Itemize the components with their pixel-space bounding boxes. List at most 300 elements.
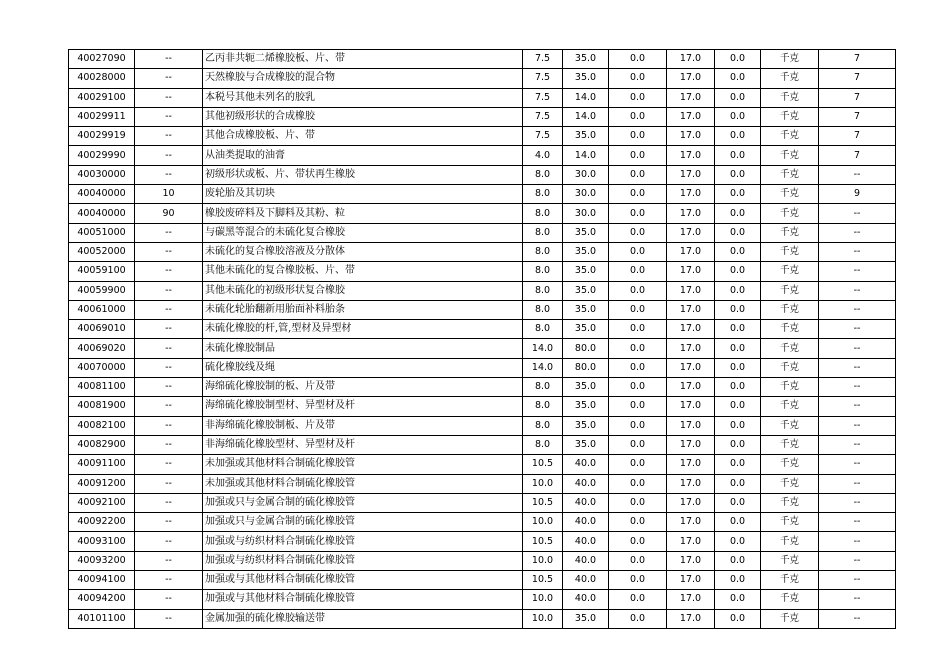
- description-cell: 海绵硫化橡胶制的板、片及带: [203, 378, 523, 397]
- unit-cell: 千克: [761, 513, 819, 532]
- description-cell: 未加强或其他材料合制硫化橡胶管: [203, 474, 523, 493]
- rate-1-cell: 10.0: [523, 474, 563, 493]
- hs-code-cell: 40094100: [69, 571, 135, 590]
- hs-code-cell: 40028000: [69, 69, 135, 88]
- hs-code-cell: 40059100: [69, 262, 135, 281]
- sub-code-cell: --: [135, 88, 203, 107]
- rate-2-cell: 40.0: [563, 532, 609, 551]
- rate-3-cell: 0.0: [609, 513, 667, 532]
- unit-cell: 千克: [761, 474, 819, 493]
- rate-4-cell: 0.0: [715, 50, 761, 69]
- unit-cell: 千克: [761, 416, 819, 435]
- vat-cell: 17.0: [667, 513, 715, 532]
- sub-code-cell: --: [135, 358, 203, 377]
- note-cell: --: [819, 551, 896, 570]
- sub-code-cell: --: [135, 165, 203, 184]
- sub-code-cell: --: [135, 397, 203, 416]
- vat-cell: 17.0: [667, 416, 715, 435]
- rate-2-cell: 40.0: [563, 493, 609, 512]
- description-cell: 海绵硫化橡胶制型材、异型材及杆: [203, 397, 523, 416]
- sub-code-cell: --: [135, 320, 203, 339]
- unit-cell: 千克: [761, 551, 819, 570]
- rate-4-cell: 0.0: [715, 378, 761, 397]
- note-cell: --: [819, 609, 896, 628]
- table-row: [69, 590, 896, 609]
- table-row: [69, 223, 896, 242]
- table-row: [69, 320, 896, 339]
- description-cell: 加强或与纺织材料合制硫化橡胶管: [203, 551, 523, 570]
- rate-1-cell: 8.0: [523, 320, 563, 339]
- rate-2-cell: 80.0: [563, 339, 609, 358]
- unit-cell: 千克: [761, 435, 819, 454]
- sub-code-cell: --: [135, 146, 203, 165]
- unit-cell: 千克: [761, 590, 819, 609]
- table-row: [69, 571, 896, 590]
- rate-2-cell: 35.0: [563, 69, 609, 88]
- vat-cell: 17.0: [667, 127, 715, 146]
- sub-code-cell: --: [135, 50, 203, 69]
- unit-cell: 千克: [761, 69, 819, 88]
- rate-4-cell: 0.0: [715, 320, 761, 339]
- rate-2-cell: 35.0: [563, 281, 609, 300]
- rate-4-cell: 0.0: [715, 165, 761, 184]
- sub-code-cell: --: [135, 551, 203, 570]
- rate-2-cell: 40.0: [563, 551, 609, 570]
- sub-code-cell: --: [135, 571, 203, 590]
- note-cell: --: [819, 165, 896, 184]
- rate-2-cell: 35.0: [563, 416, 609, 435]
- unit-cell: 千克: [761, 397, 819, 416]
- rate-1-cell: 10.0: [523, 590, 563, 609]
- description-cell: 从油类提取的油膏: [203, 146, 523, 165]
- sub-code-cell: --: [135, 127, 203, 146]
- vat-cell: 17.0: [667, 493, 715, 512]
- note-cell: --: [819, 571, 896, 590]
- rate-2-cell: 40.0: [563, 590, 609, 609]
- hs-code-cell: 40094200: [69, 590, 135, 609]
- hs-code-cell: 40059900: [69, 281, 135, 300]
- sub-code-cell: --: [135, 107, 203, 126]
- rate-4-cell: 0.0: [715, 262, 761, 281]
- vat-cell: 17.0: [667, 223, 715, 242]
- rate-2-cell: 30.0: [563, 165, 609, 184]
- rate-1-cell: 10.0: [523, 513, 563, 532]
- note-cell: --: [819, 455, 896, 474]
- vat-cell: 17.0: [667, 590, 715, 609]
- rate-4-cell: 0.0: [715, 300, 761, 319]
- table-row: [69, 88, 896, 107]
- vat-cell: 17.0: [667, 204, 715, 223]
- description-cell: 非海绵硫化橡胶型材、异型材及杆: [203, 435, 523, 454]
- unit-cell: 千克: [761, 378, 819, 397]
- sub-code-cell: --: [135, 223, 203, 242]
- description-cell: 与碳黑等混合的未硫化复合橡胶: [203, 223, 523, 242]
- description-cell: 其他初级形状的合成橡胶: [203, 107, 523, 126]
- hs-code-cell: 40029100: [69, 88, 135, 107]
- rate-4-cell: 0.0: [715, 493, 761, 512]
- rate-4-cell: 0.0: [715, 571, 761, 590]
- table-row: [69, 50, 896, 69]
- table-row: [69, 378, 896, 397]
- sub-code-cell: --: [135, 378, 203, 397]
- rate-3-cell: 0.0: [609, 590, 667, 609]
- rate-2-cell: 14.0: [563, 146, 609, 165]
- vat-cell: 17.0: [667, 339, 715, 358]
- table-row: [69, 204, 896, 223]
- table-row: [69, 146, 896, 165]
- vat-cell: 17.0: [667, 551, 715, 570]
- hs-code-cell: 40052000: [69, 242, 135, 261]
- table-row: [69, 551, 896, 570]
- sub-code-cell: --: [135, 474, 203, 493]
- note-cell: --: [819, 435, 896, 454]
- rate-3-cell: 0.0: [609, 435, 667, 454]
- tariff-table-body: [69, 50, 896, 629]
- description-cell: 其他未硫化的初级形状复合橡胶: [203, 281, 523, 300]
- description-cell: 本税号其他未列名的胶乳: [203, 88, 523, 107]
- unit-cell: 千克: [761, 185, 819, 204]
- description-cell: 未硫化橡胶的杆,管,型材及异型材: [203, 320, 523, 339]
- note-cell: --: [819, 339, 896, 358]
- description-cell: 未硫化的复合橡胶溶液及分散体: [203, 242, 523, 261]
- hs-code-cell: 40040000: [69, 204, 135, 223]
- rate-4-cell: 0.0: [715, 107, 761, 126]
- vat-cell: 17.0: [667, 69, 715, 88]
- rate-2-cell: 35.0: [563, 378, 609, 397]
- rate-3-cell: 0.0: [609, 127, 667, 146]
- description-cell: 加强或只与金属合制的硫化橡胶管: [203, 493, 523, 512]
- table-row: [69, 513, 896, 532]
- sub-code-cell: --: [135, 416, 203, 435]
- hs-code-cell: 40030000: [69, 165, 135, 184]
- rate-2-cell: 40.0: [563, 513, 609, 532]
- rate-1-cell: 7.5: [523, 69, 563, 88]
- rate-1-cell: 10.5: [523, 493, 563, 512]
- note-cell: 7: [819, 69, 896, 88]
- rate-1-cell: 14.0: [523, 358, 563, 377]
- vat-cell: 17.0: [667, 165, 715, 184]
- rate-3-cell: 0.0: [609, 69, 667, 88]
- hs-code-cell: 40051000: [69, 223, 135, 242]
- table-row: [69, 242, 896, 261]
- note-cell: --: [819, 513, 896, 532]
- vat-cell: 17.0: [667, 532, 715, 551]
- rate-2-cell: 35.0: [563, 50, 609, 69]
- rate-1-cell: 8.0: [523, 300, 563, 319]
- rate-2-cell: 80.0: [563, 358, 609, 377]
- rate-2-cell: 40.0: [563, 474, 609, 493]
- rate-1-cell: 8.0: [523, 185, 563, 204]
- rate-4-cell: 0.0: [715, 146, 761, 165]
- rate-1-cell: 7.5: [523, 88, 563, 107]
- rate-3-cell: 0.0: [609, 474, 667, 493]
- rate-1-cell: 14.0: [523, 339, 563, 358]
- hs-code-cell: 40082900: [69, 435, 135, 454]
- rate-1-cell: 8.0: [523, 281, 563, 300]
- rate-2-cell: 14.0: [563, 88, 609, 107]
- unit-cell: 千克: [761, 281, 819, 300]
- vat-cell: 17.0: [667, 571, 715, 590]
- rate-3-cell: 0.0: [609, 262, 667, 281]
- rate-1-cell: 8.0: [523, 204, 563, 223]
- rate-3-cell: 0.0: [609, 223, 667, 242]
- rate-2-cell: 30.0: [563, 204, 609, 223]
- hs-code-cell: 40081100: [69, 378, 135, 397]
- note-cell: 7: [819, 146, 896, 165]
- rate-3-cell: 0.0: [609, 165, 667, 184]
- table-row: [69, 474, 896, 493]
- rate-1-cell: 8.0: [523, 378, 563, 397]
- rate-2-cell: 35.0: [563, 609, 609, 628]
- rate-3-cell: 0.0: [609, 50, 667, 69]
- rate-4-cell: 0.0: [715, 339, 761, 358]
- unit-cell: 千克: [761, 493, 819, 512]
- hs-code-cell: 40081900: [69, 397, 135, 416]
- rate-2-cell: 40.0: [563, 571, 609, 590]
- rate-3-cell: 0.0: [609, 88, 667, 107]
- description-cell: 加强或与纺织材料合制硫化橡胶管: [203, 532, 523, 551]
- note-cell: --: [819, 378, 896, 397]
- rate-3-cell: 0.0: [609, 455, 667, 474]
- note-cell: --: [819, 204, 896, 223]
- vat-cell: 17.0: [667, 455, 715, 474]
- rate-2-cell: 35.0: [563, 397, 609, 416]
- note-cell: 7: [819, 127, 896, 146]
- note-cell: 7: [819, 88, 896, 107]
- rate-4-cell: 0.0: [715, 358, 761, 377]
- description-cell: 硫化橡胶线及绳: [203, 358, 523, 377]
- table-row: [69, 300, 896, 319]
- note-cell: --: [819, 262, 896, 281]
- description-cell: 未硫化橡胶制品: [203, 339, 523, 358]
- rate-1-cell: 10.5: [523, 571, 563, 590]
- rate-2-cell: 35.0: [563, 242, 609, 261]
- rate-2-cell: 35.0: [563, 300, 609, 319]
- note-cell: --: [819, 397, 896, 416]
- rate-1-cell: 8.0: [523, 397, 563, 416]
- description-cell: 橡胶废碎料及下脚料及其粉、粒: [203, 204, 523, 223]
- rate-1-cell: 10.0: [523, 609, 563, 628]
- rate-3-cell: 0.0: [609, 532, 667, 551]
- description-cell: 加强或只与金属合制的硫化橡胶管: [203, 513, 523, 532]
- note-cell: --: [819, 223, 896, 242]
- rate-4-cell: 0.0: [715, 397, 761, 416]
- hs-code-cell: 40082100: [69, 416, 135, 435]
- sub-code-cell: 10: [135, 185, 203, 204]
- table-row: [69, 358, 896, 377]
- vat-cell: 17.0: [667, 435, 715, 454]
- sub-code-cell: --: [135, 339, 203, 358]
- rate-4-cell: 0.0: [715, 513, 761, 532]
- vat-cell: 17.0: [667, 320, 715, 339]
- rate-2-cell: 30.0: [563, 185, 609, 204]
- rate-4-cell: 0.0: [715, 242, 761, 261]
- rate-4-cell: 0.0: [715, 416, 761, 435]
- description-cell: 金属加强的硫化橡胶输送带: [203, 609, 523, 628]
- vat-cell: 17.0: [667, 474, 715, 493]
- hs-code-cell: 40061000: [69, 300, 135, 319]
- note-cell: 9: [819, 185, 896, 204]
- hs-code-cell: 40092200: [69, 513, 135, 532]
- unit-cell: 千克: [761, 204, 819, 223]
- unit-cell: 千克: [761, 300, 819, 319]
- unit-cell: 千克: [761, 242, 819, 261]
- note-cell: --: [819, 532, 896, 551]
- sub-code-cell: --: [135, 435, 203, 454]
- rate-1-cell: 8.0: [523, 416, 563, 435]
- rate-3-cell: 0.0: [609, 397, 667, 416]
- rate-1-cell: 4.0: [523, 146, 563, 165]
- rate-3-cell: 0.0: [609, 571, 667, 590]
- vat-cell: 17.0: [667, 242, 715, 261]
- rate-1-cell: 10.5: [523, 455, 563, 474]
- hs-code-cell: 40069020: [69, 339, 135, 358]
- description-cell: 其他合成橡胶板、片、带: [203, 127, 523, 146]
- sub-code-cell: --: [135, 242, 203, 261]
- hs-code-cell: 40027090: [69, 50, 135, 69]
- hs-code-cell: 40091200: [69, 474, 135, 493]
- note-cell: --: [819, 242, 896, 261]
- vat-cell: 17.0: [667, 88, 715, 107]
- hs-code-cell: 40069010: [69, 320, 135, 339]
- sub-code-cell: 90: [135, 204, 203, 223]
- rate-4-cell: 0.0: [715, 435, 761, 454]
- rate-3-cell: 0.0: [609, 493, 667, 512]
- unit-cell: 千克: [761, 127, 819, 146]
- hs-code-cell: 40093200: [69, 551, 135, 570]
- rate-1-cell: 7.5: [523, 127, 563, 146]
- hs-code-cell: 40029911: [69, 107, 135, 126]
- vat-cell: 17.0: [667, 262, 715, 281]
- description-cell: 未加强或其他材料合制硫化橡胶管: [203, 455, 523, 474]
- rate-3-cell: 0.0: [609, 416, 667, 435]
- unit-cell: 千克: [761, 571, 819, 590]
- vat-cell: 17.0: [667, 358, 715, 377]
- note-cell: --: [819, 590, 896, 609]
- rate-3-cell: 0.0: [609, 107, 667, 126]
- table-row: [69, 609, 896, 628]
- unit-cell: 千克: [761, 262, 819, 281]
- rate-3-cell: 0.0: [609, 242, 667, 261]
- description-cell: 初级形状或板、片、带状再生橡胶: [203, 165, 523, 184]
- hs-code-cell: 40101100: [69, 609, 135, 628]
- description-cell: 加强或与其他材料合制硫化橡胶管: [203, 571, 523, 590]
- vat-cell: 17.0: [667, 397, 715, 416]
- table-row: [69, 397, 896, 416]
- rate-2-cell: 40.0: [563, 455, 609, 474]
- unit-cell: 千克: [761, 358, 819, 377]
- note-cell: --: [819, 493, 896, 512]
- vat-cell: 17.0: [667, 146, 715, 165]
- sub-code-cell: --: [135, 300, 203, 319]
- rate-1-cell: 8.0: [523, 165, 563, 184]
- table-row: [69, 416, 896, 435]
- note-cell: --: [819, 358, 896, 377]
- vat-cell: 17.0: [667, 378, 715, 397]
- rate-2-cell: 35.0: [563, 262, 609, 281]
- note-cell: 7: [819, 50, 896, 69]
- rate-2-cell: 35.0: [563, 320, 609, 339]
- rate-4-cell: 0.0: [715, 223, 761, 242]
- hs-code-cell: 40092100: [69, 493, 135, 512]
- table-row: [69, 107, 896, 126]
- table-row: [69, 69, 896, 88]
- rate-2-cell: 35.0: [563, 127, 609, 146]
- sub-code-cell: --: [135, 281, 203, 300]
- vat-cell: 17.0: [667, 50, 715, 69]
- rate-4-cell: 0.0: [715, 609, 761, 628]
- rate-3-cell: 0.0: [609, 185, 667, 204]
- rate-2-cell: 14.0: [563, 107, 609, 126]
- description-cell: 废轮胎及其切块: [203, 185, 523, 204]
- description-cell: 天然橡胶与合成橡胶的混合物: [203, 69, 523, 88]
- unit-cell: 千克: [761, 532, 819, 551]
- rate-4-cell: 0.0: [715, 590, 761, 609]
- hs-code-cell: 40029919: [69, 127, 135, 146]
- table-row: [69, 127, 896, 146]
- note-cell: --: [819, 474, 896, 493]
- sub-code-cell: --: [135, 69, 203, 88]
- sub-code-cell: --: [135, 455, 203, 474]
- rate-1-cell: 8.0: [523, 262, 563, 281]
- description-cell: 非海绵硫化橡胶制板、片及带: [203, 416, 523, 435]
- hs-code-cell: 40070000: [69, 358, 135, 377]
- rate-3-cell: 0.0: [609, 609, 667, 628]
- tariff-table: [68, 49, 896, 629]
- table-row: [69, 165, 896, 184]
- rate-4-cell: 0.0: [715, 551, 761, 570]
- rate-3-cell: 0.0: [609, 378, 667, 397]
- rate-3-cell: 0.0: [609, 146, 667, 165]
- rate-4-cell: 0.0: [715, 532, 761, 551]
- sub-code-cell: --: [135, 609, 203, 628]
- description-cell: 其他未硫化的复合橡胶板、片、带: [203, 262, 523, 281]
- rate-3-cell: 0.0: [609, 300, 667, 319]
- vat-cell: 17.0: [667, 185, 715, 204]
- rate-1-cell: 8.0: [523, 242, 563, 261]
- rate-1-cell: 7.5: [523, 107, 563, 126]
- hs-code-cell: 40091100: [69, 455, 135, 474]
- rate-3-cell: 0.0: [609, 281, 667, 300]
- rate-1-cell: 10.5: [523, 532, 563, 551]
- table-row: [69, 262, 896, 281]
- rate-2-cell: 35.0: [563, 223, 609, 242]
- table-row: [69, 493, 896, 512]
- unit-cell: 千克: [761, 165, 819, 184]
- sub-code-cell: --: [135, 532, 203, 551]
- note-cell: --: [819, 300, 896, 319]
- table-row: [69, 281, 896, 300]
- rate-4-cell: 0.0: [715, 88, 761, 107]
- rate-4-cell: 0.0: [715, 185, 761, 204]
- hs-code-cell: 40040000: [69, 185, 135, 204]
- table-row: [69, 435, 896, 454]
- note-cell: --: [819, 320, 896, 339]
- rate-4-cell: 0.0: [715, 69, 761, 88]
- vat-cell: 17.0: [667, 609, 715, 628]
- rate-3-cell: 0.0: [609, 204, 667, 223]
- rate-3-cell: 0.0: [609, 339, 667, 358]
- sub-code-cell: --: [135, 590, 203, 609]
- description-cell: 乙丙非共轭二烯橡胶板、片、带: [203, 50, 523, 69]
- rate-4-cell: 0.0: [715, 127, 761, 146]
- rate-3-cell: 0.0: [609, 358, 667, 377]
- rate-1-cell: 10.0: [523, 551, 563, 570]
- sub-code-cell: --: [135, 493, 203, 512]
- rate-1-cell: 8.0: [523, 435, 563, 454]
- vat-cell: 17.0: [667, 281, 715, 300]
- vat-cell: 17.0: [667, 300, 715, 319]
